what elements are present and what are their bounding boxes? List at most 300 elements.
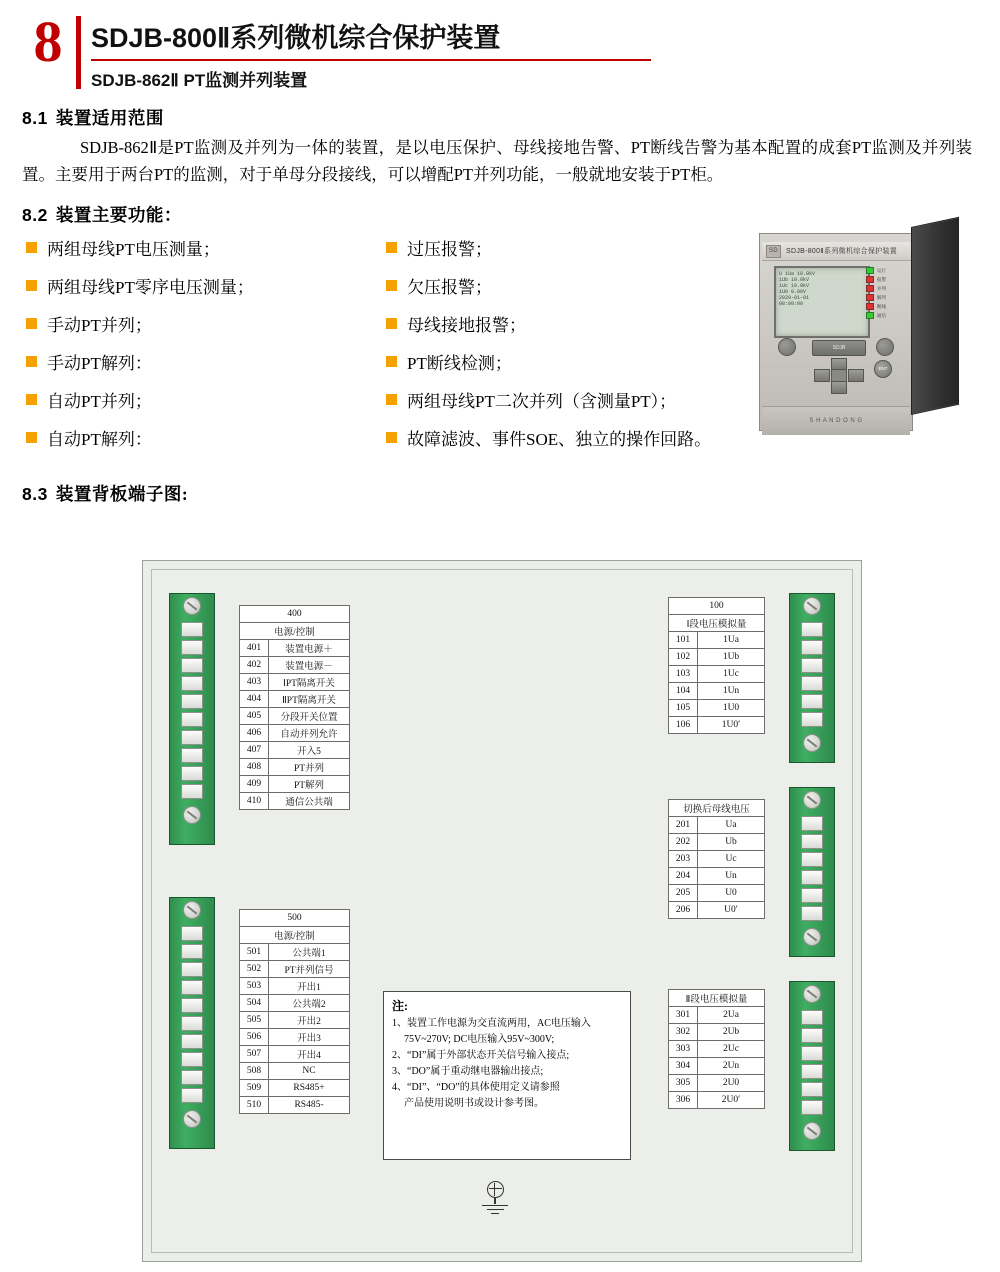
terminal-code: 407 bbox=[240, 742, 269, 759]
section-8-1-heading bbox=[22, 105, 1000, 130]
note-line: 产品使用说明书或设计参考图。 bbox=[404, 1098, 544, 1109]
terminal-desc: ⅡPT隔离开关 bbox=[269, 691, 350, 708]
terminal-pin bbox=[181, 658, 203, 673]
screw-icon bbox=[803, 791, 821, 809]
list-item bbox=[382, 425, 802, 463]
terminal-table-400 bbox=[239, 605, 350, 810]
terminal-desc: 1Un bbox=[698, 683, 765, 700]
terminal-pin bbox=[801, 870, 823, 885]
connector-pins bbox=[790, 1006, 834, 1119]
chapter-number: 8 bbox=[33, 9, 63, 74]
device-photo bbox=[759, 227, 974, 437]
terminal-table-300 bbox=[668, 989, 765, 1109]
table-row bbox=[240, 623, 350, 640]
status-led bbox=[866, 266, 908, 275]
terminal-code: 506 bbox=[240, 1029, 269, 1046]
connector-pins bbox=[170, 618, 214, 803]
terminal-pin bbox=[181, 766, 203, 781]
screw-icon bbox=[803, 928, 821, 946]
device-bottom-label: S H A N D O N G bbox=[762, 406, 910, 435]
section-8-2 bbox=[22, 202, 1000, 463]
list-item bbox=[382, 273, 802, 311]
table-row bbox=[669, 1024, 765, 1041]
device-side-body bbox=[911, 217, 959, 415]
terminal-desc: PT解列 bbox=[269, 776, 350, 793]
screw-icon bbox=[803, 1122, 821, 1140]
table-row bbox=[240, 1029, 350, 1046]
terminal-table-200 bbox=[668, 799, 765, 919]
note-line: 3、“DO”属于重动继电器输出接点; bbox=[392, 1066, 544, 1077]
terminal-pin bbox=[181, 1016, 203, 1031]
terminal-desc: Ub bbox=[698, 834, 765, 851]
square-bullet-icon bbox=[386, 356, 397, 367]
knob-right-icon bbox=[876, 338, 894, 356]
terminal-code: 102 bbox=[669, 649, 698, 666]
terminal-code: 205 bbox=[669, 885, 698, 902]
earth-ground-icon bbox=[475, 1181, 515, 1214]
lcd-line: U 1Ua 10.0kV bbox=[779, 271, 816, 277]
device-keypad bbox=[778, 338, 898, 396]
terminal-pin bbox=[181, 1034, 203, 1049]
screw-icon bbox=[183, 901, 201, 919]
table-row bbox=[669, 1041, 765, 1058]
note-box bbox=[383, 991, 631, 1160]
led-label: 运行 bbox=[877, 267, 886, 273]
table-row bbox=[240, 927, 350, 944]
terminal-desc: 2Uc bbox=[698, 1041, 765, 1058]
terminal-desc: 通信公共端 bbox=[269, 793, 350, 810]
arrow-right-key bbox=[848, 369, 864, 382]
terminal-code: 502 bbox=[240, 961, 269, 978]
terminal-pin bbox=[181, 998, 203, 1013]
ground-bar-3 bbox=[491, 1213, 499, 1214]
list-item bbox=[382, 387, 802, 425]
terminal-code: 201 bbox=[669, 817, 698, 834]
terminal-code: 403 bbox=[240, 674, 269, 691]
table-row bbox=[669, 885, 765, 902]
section-8-1-body bbox=[22, 134, 972, 188]
connector-block-100 bbox=[789, 593, 835, 763]
function-label: 母线接地报警； bbox=[407, 316, 526, 335]
ground-bar-1 bbox=[482, 1205, 508, 1206]
keypad-brand-label: SDJB bbox=[812, 340, 866, 356]
section-8-1 bbox=[22, 105, 1000, 188]
section-8-3-number: 8.3 bbox=[22, 484, 48, 504]
note-line: 1、装置工作电源为交直流两用，AC电压输入 bbox=[392, 1018, 591, 1029]
led-indicator-icon bbox=[866, 303, 874, 310]
terminal-desc: RS485+ bbox=[269, 1080, 350, 1097]
status-led bbox=[866, 293, 908, 302]
status-led bbox=[866, 302, 908, 311]
note-title: 注: bbox=[392, 999, 408, 1013]
terminal-code: 503 bbox=[240, 978, 269, 995]
terminal-desc: 开出1 bbox=[269, 978, 350, 995]
terminal-code: 510 bbox=[240, 1097, 269, 1114]
terminal-pin bbox=[801, 694, 823, 709]
list-item bbox=[22, 235, 382, 273]
terminal-code: 410 bbox=[240, 793, 269, 810]
table-row bbox=[240, 1046, 350, 1063]
terminal-pin bbox=[801, 906, 823, 921]
terminal-desc: 公共端1 bbox=[269, 944, 350, 961]
direction-pad-icon bbox=[814, 358, 862, 392]
terminal-pin bbox=[801, 1100, 823, 1115]
terminal-desc: 2U0′ bbox=[698, 1092, 765, 1109]
terminal-pin bbox=[181, 962, 203, 977]
table-row bbox=[240, 674, 350, 691]
terminal-desc: 2Ua bbox=[698, 1007, 765, 1024]
connector-pins bbox=[790, 812, 834, 925]
terminal-pin bbox=[801, 640, 823, 655]
ground-bar-2 bbox=[487, 1209, 504, 1210]
device-lcd-screen bbox=[774, 266, 870, 338]
square-bullet-icon bbox=[26, 318, 37, 329]
terminal-desc: Un bbox=[698, 868, 765, 885]
square-bullet-icon bbox=[26, 242, 37, 253]
terminal-desc: Ua bbox=[698, 817, 765, 834]
terminal-desc: 开出2 bbox=[269, 1012, 350, 1029]
table-header-cell: 100 bbox=[669, 598, 765, 615]
led-indicator-icon bbox=[866, 285, 874, 292]
terminal-desc: 装置电源＋ bbox=[269, 640, 350, 657]
terminal-desc: 1U0 bbox=[698, 700, 765, 717]
table-row bbox=[240, 793, 350, 810]
terminal-code: 509 bbox=[240, 1080, 269, 1097]
table-row bbox=[669, 717, 765, 734]
terminal-code: 305 bbox=[669, 1075, 698, 1092]
square-bullet-icon bbox=[26, 356, 37, 367]
function-label: 自动PT并列； bbox=[47, 392, 152, 411]
terminal-desc: RS485- bbox=[269, 1097, 350, 1114]
function-list-right-column bbox=[382, 235, 802, 463]
function-label: 欠压报警； bbox=[407, 278, 492, 297]
terminal-desc: Uc bbox=[698, 851, 765, 868]
terminal-pin bbox=[801, 1028, 823, 1043]
table-row bbox=[240, 910, 350, 927]
function-list bbox=[22, 235, 974, 463]
terminal-code: 306 bbox=[669, 1092, 698, 1109]
led-indicator-icon bbox=[866, 294, 874, 301]
table-row bbox=[669, 632, 765, 649]
led-label: 并列 bbox=[877, 285, 886, 291]
lcd-line: 1U0 0.00V bbox=[779, 289, 807, 295]
terminal-code: 204 bbox=[669, 868, 698, 885]
screw-icon bbox=[803, 734, 821, 752]
table-row bbox=[240, 1063, 350, 1080]
section-8-3 bbox=[22, 481, 1000, 506]
screw-icon bbox=[183, 1110, 201, 1128]
note-line: 2、“DI”属于外部状态开关信号输入接点; bbox=[392, 1050, 570, 1061]
table-header-cell: 500 bbox=[240, 910, 350, 927]
connector-block-400 bbox=[169, 593, 215, 845]
terminal-pin bbox=[181, 622, 203, 637]
terminal-pin bbox=[801, 888, 823, 903]
table-row bbox=[240, 978, 350, 995]
terminal-pin bbox=[181, 1052, 203, 1067]
terminal-pin bbox=[801, 712, 823, 727]
terminal-code: 206 bbox=[669, 902, 698, 919]
terminal-pin bbox=[801, 816, 823, 831]
terminal-pin bbox=[801, 834, 823, 849]
ground-circle bbox=[487, 1181, 504, 1198]
terminal-desc: 装置电源－ bbox=[269, 657, 350, 674]
terminal-desc: 1Ub bbox=[698, 649, 765, 666]
terminal-pin bbox=[801, 1046, 823, 1061]
list-item bbox=[22, 349, 382, 387]
table-row bbox=[669, 990, 765, 1007]
terminal-pin bbox=[181, 944, 203, 959]
function-label: 自动PT解列： bbox=[47, 430, 152, 449]
table-row bbox=[240, 742, 350, 759]
terminal-pin bbox=[801, 1064, 823, 1079]
function-label: PT断线检测； bbox=[407, 354, 512, 373]
terminal-pin bbox=[181, 640, 203, 655]
terminal-pin bbox=[801, 1082, 823, 1097]
table-row bbox=[240, 708, 350, 725]
device-front-panel bbox=[759, 233, 913, 431]
enter-key: ENT bbox=[874, 360, 892, 378]
square-bullet-icon bbox=[26, 394, 37, 405]
section-8-1-title: 装置适用范围 bbox=[55, 108, 164, 128]
knob-left-icon bbox=[778, 338, 796, 356]
list-item bbox=[382, 235, 802, 273]
terminal-desc: 自动并列允许 bbox=[269, 725, 350, 742]
function-label: 两组母线PT电压测量； bbox=[47, 240, 220, 259]
terminal-desc: PT并列信号 bbox=[269, 961, 350, 978]
table-row bbox=[669, 1075, 765, 1092]
function-list-left-column bbox=[22, 235, 382, 463]
table-row bbox=[240, 1080, 350, 1097]
terminal-code: 105 bbox=[669, 700, 698, 717]
terminal-desc: PT并列 bbox=[269, 759, 350, 776]
screw-icon bbox=[803, 985, 821, 1003]
status-led bbox=[866, 311, 908, 320]
list-item bbox=[382, 349, 802, 387]
square-bullet-icon bbox=[386, 394, 397, 405]
function-label: 故障滤波、事件SOE、独立的操作回路。 bbox=[407, 430, 712, 449]
device-panel-label: SDJB-800Ⅱ系列微机综合保护装置 bbox=[786, 248, 898, 255]
section-8-2-number: 8.2 bbox=[22, 205, 48, 225]
table-row bbox=[669, 1058, 765, 1075]
led-label: 断线 bbox=[877, 303, 886, 309]
table-row bbox=[669, 649, 765, 666]
terminal-code: 505 bbox=[240, 1012, 269, 1029]
terminal-pin bbox=[801, 622, 823, 637]
connector-block-200 bbox=[789, 787, 835, 957]
terminal-code: 404 bbox=[240, 691, 269, 708]
terminal-desc: 公共端2 bbox=[269, 995, 350, 1012]
table-row bbox=[669, 851, 765, 868]
brand-logo: SD bbox=[766, 245, 781, 258]
led-indicator-icon bbox=[866, 276, 874, 283]
table-row bbox=[669, 683, 765, 700]
terminal-pin bbox=[181, 1070, 203, 1085]
led-label: 解列 bbox=[877, 294, 886, 300]
terminal-pin bbox=[801, 1010, 823, 1025]
terminal-pin bbox=[801, 676, 823, 691]
terminal-code: 202 bbox=[669, 834, 698, 851]
connector-block-500 bbox=[169, 897, 215, 1149]
terminal-code: 103 bbox=[669, 666, 698, 683]
list-item bbox=[382, 311, 802, 349]
section-8-2-title: 装置主要功能： bbox=[55, 205, 182, 225]
section-8-1-text: SDJB-862Ⅱ是PT监测及并列为一体的装置，是以电压保护、母线接地告警、PT断线告警为基本配置的成套PT监测及并列装置。主要用于两台PT的监测，对于单母分段接线，可以增配PT并列功能，一般就地安装于PT柜。 bbox=[22, 138, 972, 184]
terminal-desc: 2U0 bbox=[698, 1075, 765, 1092]
arrow-left-key bbox=[814, 369, 830, 382]
screw-icon bbox=[183, 806, 201, 824]
table-row bbox=[669, 834, 765, 851]
section-8-3-title: 装置背板端子图: bbox=[55, 484, 189, 504]
table-row bbox=[240, 995, 350, 1012]
table-header-cell: 400 bbox=[240, 606, 350, 623]
device-led-column bbox=[866, 266, 908, 320]
status-led bbox=[866, 284, 908, 293]
square-bullet-icon bbox=[386, 318, 397, 329]
table-row bbox=[240, 1012, 350, 1029]
screw-icon bbox=[803, 597, 821, 615]
function-label: 两组母线PT二次并列（含测量PT）； bbox=[407, 392, 677, 411]
terminal-pin bbox=[181, 748, 203, 763]
table-row bbox=[240, 691, 350, 708]
terminal-pin bbox=[181, 784, 203, 799]
table-row bbox=[240, 961, 350, 978]
terminal-desc: 1U0′ bbox=[698, 717, 765, 734]
title-underline bbox=[91, 59, 651, 61]
terminal-desc: 开出3 bbox=[269, 1029, 350, 1046]
terminal-code: 104 bbox=[669, 683, 698, 700]
terminal-desc: 2Un bbox=[698, 1058, 765, 1075]
table-row bbox=[240, 759, 350, 776]
section-8-1-number: 8.1 bbox=[22, 108, 48, 128]
square-bullet-icon bbox=[386, 242, 397, 253]
terminal-code: 304 bbox=[669, 1058, 698, 1075]
terminal-desc: 1Uc bbox=[698, 666, 765, 683]
terminal-code: 101 bbox=[669, 632, 698, 649]
table-row bbox=[240, 944, 350, 961]
terminal-desc: ⅠPT隔离开关 bbox=[269, 674, 350, 691]
table-row bbox=[669, 666, 765, 683]
terminal-code: 406 bbox=[240, 725, 269, 742]
terminal-code: 504 bbox=[240, 995, 269, 1012]
terminal-desc: 开出4 bbox=[269, 1046, 350, 1063]
led-label: 通信 bbox=[877, 312, 886, 318]
lcd-line: 08:00:00 bbox=[779, 301, 804, 307]
square-bullet-icon bbox=[26, 280, 37, 291]
list-item bbox=[22, 425, 382, 463]
connector-block-300 bbox=[789, 981, 835, 1151]
table-subheader-cell: Ⅰ段电压模拟量 bbox=[669, 615, 765, 632]
terminal-desc: U0 bbox=[698, 885, 765, 902]
table-row bbox=[669, 1007, 765, 1024]
terminal-code: 301 bbox=[669, 1007, 698, 1024]
device-top-strip bbox=[762, 242, 914, 261]
terminal-table-100 bbox=[668, 597, 765, 734]
note-line: 4、“DI”、“DO”的具体使用定义请参照 bbox=[392, 1082, 560, 1093]
led-indicator-icon bbox=[866, 312, 874, 319]
lcd-line: 1Uc 10.0kV bbox=[779, 283, 810, 289]
terminal-desc: NC bbox=[269, 1063, 350, 1080]
terminal-table-500 bbox=[239, 909, 350, 1114]
function-label: 两组母线PT零序电压测量； bbox=[47, 278, 254, 297]
square-bullet-icon bbox=[26, 432, 37, 443]
function-label: 手动PT并列； bbox=[47, 316, 152, 335]
terminal-code: 303 bbox=[669, 1041, 698, 1058]
square-bullet-icon bbox=[386, 280, 397, 291]
terminal-pin bbox=[181, 730, 203, 745]
terminal-pin bbox=[801, 658, 823, 673]
table-row bbox=[240, 725, 350, 742]
led-indicator-icon bbox=[866, 267, 874, 274]
lcd-line: 1Ub 10.0kV bbox=[779, 277, 810, 283]
terminal-code: 508 bbox=[240, 1063, 269, 1080]
table-row bbox=[669, 598, 765, 615]
connector-pins bbox=[790, 618, 834, 731]
table-row bbox=[240, 657, 350, 674]
table-row bbox=[669, 800, 765, 817]
terminal-pin bbox=[181, 980, 203, 995]
page-title: SDJB-800Ⅱ系列微机综合保护装置 bbox=[91, 23, 501, 53]
section-8-3-heading bbox=[22, 481, 1000, 506]
table-row bbox=[669, 615, 765, 632]
connector-pins bbox=[170, 922, 214, 1107]
table-row bbox=[240, 1097, 350, 1114]
terminal-desc: 分段开关位置 bbox=[269, 708, 350, 725]
list-item bbox=[22, 311, 382, 349]
table-row bbox=[240, 606, 350, 623]
terminal-desc: U0′ bbox=[698, 902, 765, 919]
table-subheader-cell: 电源/控制 bbox=[240, 623, 350, 640]
terminal-code: 409 bbox=[240, 776, 269, 793]
document-header bbox=[0, 0, 1000, 91]
status-led bbox=[866, 275, 908, 284]
header-red-bar bbox=[76, 16, 81, 89]
terminal-code: 401 bbox=[240, 640, 269, 657]
terminal-desc: 开入5 bbox=[269, 742, 350, 759]
terminal-code: 507 bbox=[240, 1046, 269, 1063]
page-subtitle: SDJB-862Ⅱ PT监测并列装置 bbox=[91, 71, 308, 90]
terminal-pin bbox=[181, 676, 203, 691]
table-subheader-cell: 电源/控制 bbox=[240, 927, 350, 944]
terminal-desc: 2Ub bbox=[698, 1024, 765, 1041]
terminal-pin bbox=[801, 852, 823, 867]
function-label: 过压报警； bbox=[407, 240, 492, 259]
terminal-code: 302 bbox=[669, 1024, 698, 1041]
table-row bbox=[669, 817, 765, 834]
terminal-diagram bbox=[142, 560, 862, 1262]
table-row bbox=[669, 1092, 765, 1109]
terminal-pin bbox=[181, 694, 203, 709]
ground-stem bbox=[494, 1198, 495, 1204]
list-item bbox=[22, 387, 382, 425]
terminal-pin bbox=[181, 926, 203, 941]
terminal-pin bbox=[181, 712, 203, 727]
lcd-line: 2020-01-01 bbox=[779, 295, 810, 301]
table-subheader-cell: Ⅱ段电压模拟量 bbox=[669, 990, 765, 1007]
terminal-code: 405 bbox=[240, 708, 269, 725]
note-line: 75V~270V; DC电压输入95V~300V; bbox=[404, 1034, 555, 1045]
table-row bbox=[669, 868, 765, 885]
table-row bbox=[669, 902, 765, 919]
terminal-code: 106 bbox=[669, 717, 698, 734]
terminal-code: 408 bbox=[240, 759, 269, 776]
square-bullet-icon bbox=[386, 432, 397, 443]
terminal-desc: 1Ua bbox=[698, 632, 765, 649]
list-item bbox=[22, 273, 382, 311]
table-row bbox=[240, 776, 350, 793]
table-row bbox=[669, 700, 765, 717]
led-label: 报警 bbox=[877, 276, 886, 282]
screw-icon bbox=[183, 597, 201, 615]
